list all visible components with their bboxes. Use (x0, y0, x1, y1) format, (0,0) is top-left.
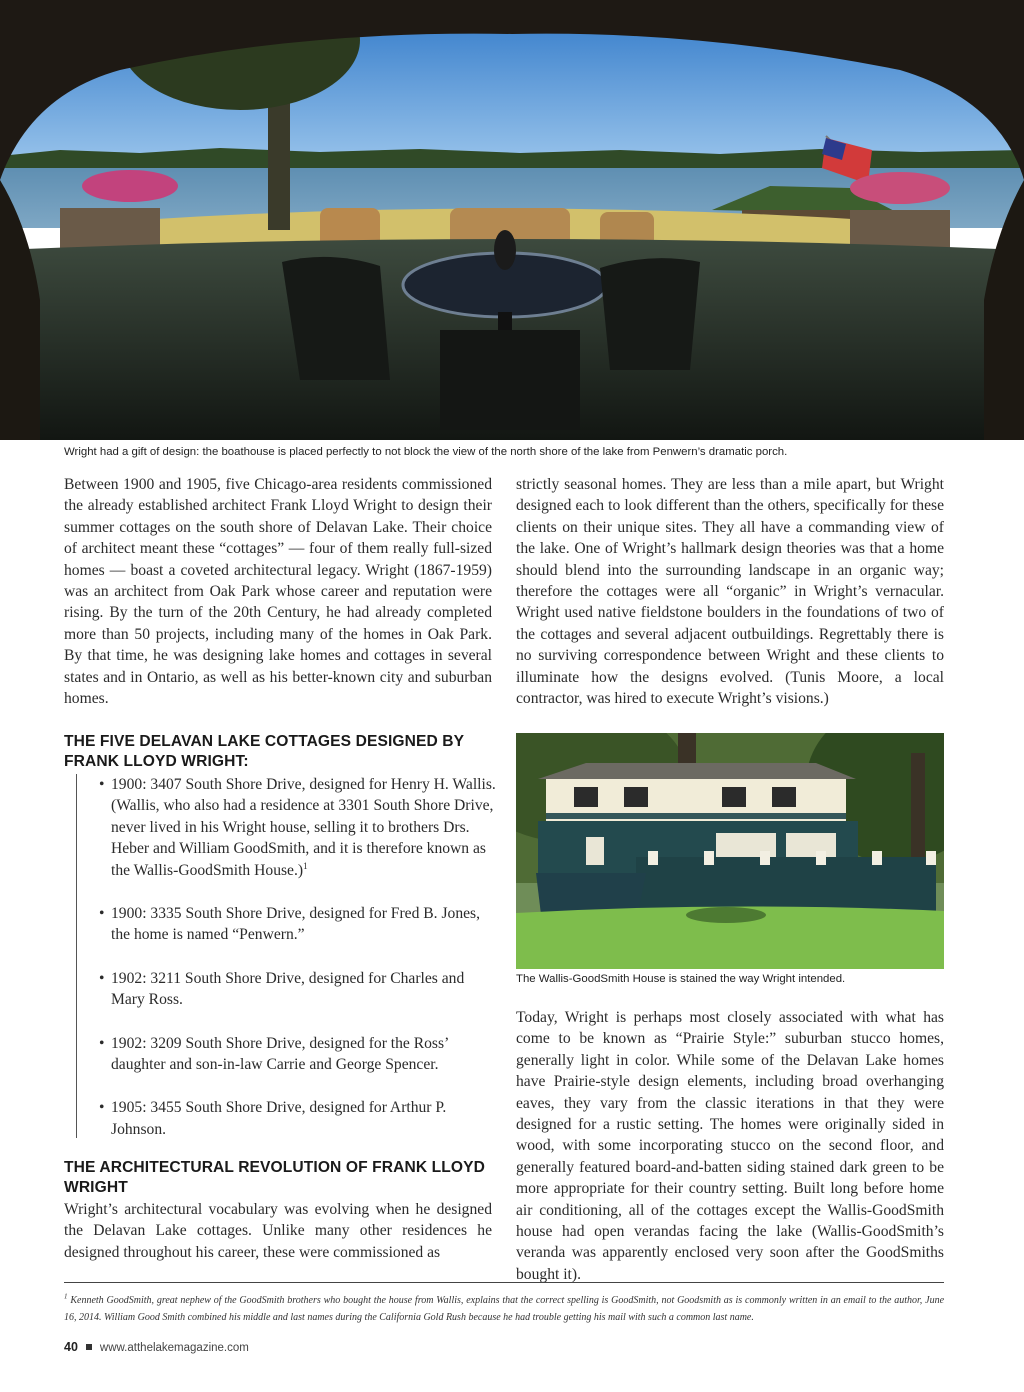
page-number: 40 (64, 1340, 78, 1354)
folio-square-icon (86, 1344, 92, 1350)
footnote-reference: 1 (303, 860, 308, 871)
bullet-glyph: • (99, 776, 105, 793)
list-item (93, 903, 496, 946)
hero-caption: Wright had a gift of design: the boathouse is placed perfectly to not block the view of the north shore of the lake from Penwern’s dramatic porch. (64, 446, 788, 458)
intro-paragraph: Between 1900 and 1905, five Chicago-area residents commissioned the already established architect Frank Lloyd Wright to design their summer cottages on the south shore of Delavan Lake. Their choice of architect meant these “cottages” — four of them really full-sized homes — boast a coveted architectural legacy. Wright (1867-1959) was an architect from Oak Park whose career and reputation were rising. By the turn of the 20th Century, he had already completed more than 50 projects, including many of the homes in Oak Park. By that time, he was designing lake homes and cottages in several states and in Ontario, as well as his better-known city and suburban homes. (64, 476, 492, 708)
wallis-goodsmith-house-photo (516, 733, 944, 969)
list-item (93, 1097, 496, 1140)
house-image (516, 733, 944, 969)
footnote-marker: 1 (64, 1292, 68, 1301)
footnote-divider (64, 1282, 944, 1283)
wallis-photo-caption: The Wallis-GoodSmith House is stained the way Wright intended. (516, 973, 846, 985)
today-column (516, 1007, 944, 1285)
revolution-column (64, 1199, 492, 1263)
intro-left-column (64, 474, 492, 709)
five-cottages-heading: THE FIVE DELAVAN LAKE COTTAGES DESIGNED BY FRANK LLOYD WRIGHT: (64, 733, 464, 770)
list-item (93, 774, 496, 881)
page-folio (64, 1340, 249, 1354)
cottage-list (76, 774, 496, 1138)
website-url: www.atthelakemagazine.com (99, 1342, 249, 1354)
footnote-text: Kenneth GoodSmith, great nephew of the GoodSmith brothers who bought the house from Wallis, explains that the correct spelling is GoodSmith, not Goodsmith as is commonly written in an email to the author, June 16, 2014. William Good Smith combined his middle and last names during the California Gold Rush because he had trouble getting his mail with such a common last name. (64, 1295, 945, 1323)
list-item-text: 1900: 3335 South Shore Drive, designed for Fred B. Jones, the home is named “Penwern.” (111, 905, 481, 944)
list-item-text: 1902: 3211 South Shore Drive, designed for Charles and Mary Ross. (111, 969, 465, 1009)
intro-right-column (516, 474, 944, 709)
intro-continued-paragraph: strictly seasonal homes. They are less than a mile apart, but Wright designed each to look different than the others, specifically for these clients on their unique sites. They all have a commanding view of the lake. One of Wright’s hallmark design theories was that a home should blend into the surrounding landscape in an organic way; therefore the cottages were all “organic” in Wright’s vernacular. Wright used native fieldstone boulders in the foundations of two of the cottages and several adjacent outbuildings. Regrettably there is no surviving correspondence between Wright and these clients to illuminate how the designs evolved. (Tunis Moore, a local contractor, was hired to execute Wright’s visions.) (516, 476, 944, 708)
revolution-heading: THE ARCHITECTURAL REVOLUTION OF FRANK LLOYD WRIGHT (64, 1159, 485, 1196)
revolution-paragraph: Wright’s architectural vocabulary was evolving when he designed the Delavan Lake cottages. Unlike many other residences he designed throughout his career, these were commissioned as (64, 1201, 492, 1261)
list-item-text: 1900: 3407 South Shore Drive, designed for Henry H. Wallis. (Wallis, who also had a residence at 3301 South Shore Drive, never lived in his Wright house, selling it to brothers Drs. Heber and William GoodSmith, and it is therefore known as the Wallis-GoodSmith House.) (111, 776, 496, 879)
list-item (93, 1033, 496, 1076)
bullet-glyph: • (99, 1034, 105, 1052)
today-paragraph: Today, Wright is perhaps most closely associated with what has come to be known as “Prairie Style:” suburban stucco homes, generally light in color. While some of the Delavan Lake homes have Prairie-style design elements, including broad overhanging eaves, they vary from the classic iterations in that they were designed for a rustic setting. The homes were originally sided in wood, with some incorporating stucco on the second floor, and generally featured board-and-batten siding stained dark green to be more appropriate for their country setting. Built long before home air conditioning, all of the cottages except the Wallis-GoodSmith house had open verandas facing the lake (Wallis-GoodSmith’s veranda was apparently enclosed very soon after the GoodSmiths bought it). (516, 1009, 944, 1283)
list-item (93, 968, 496, 1011)
list-item-text: 1905: 3455 South Shore Drive, designed for Arthur P. Johnson. (111, 1099, 447, 1138)
bullet-glyph: • (99, 905, 105, 923)
porch-lake-view-image (0, 0, 1024, 440)
footnote (64, 1292, 944, 1326)
list-item-text: 1902: 3209 South Shore Drive, designed for the Ross’ daughter and son-in-law Carrie and George Spencer. (111, 1034, 449, 1074)
bullet-glyph: • (99, 969, 105, 987)
hero-photo (0, 0, 1024, 440)
bullet-glyph: • (99, 1099, 105, 1117)
